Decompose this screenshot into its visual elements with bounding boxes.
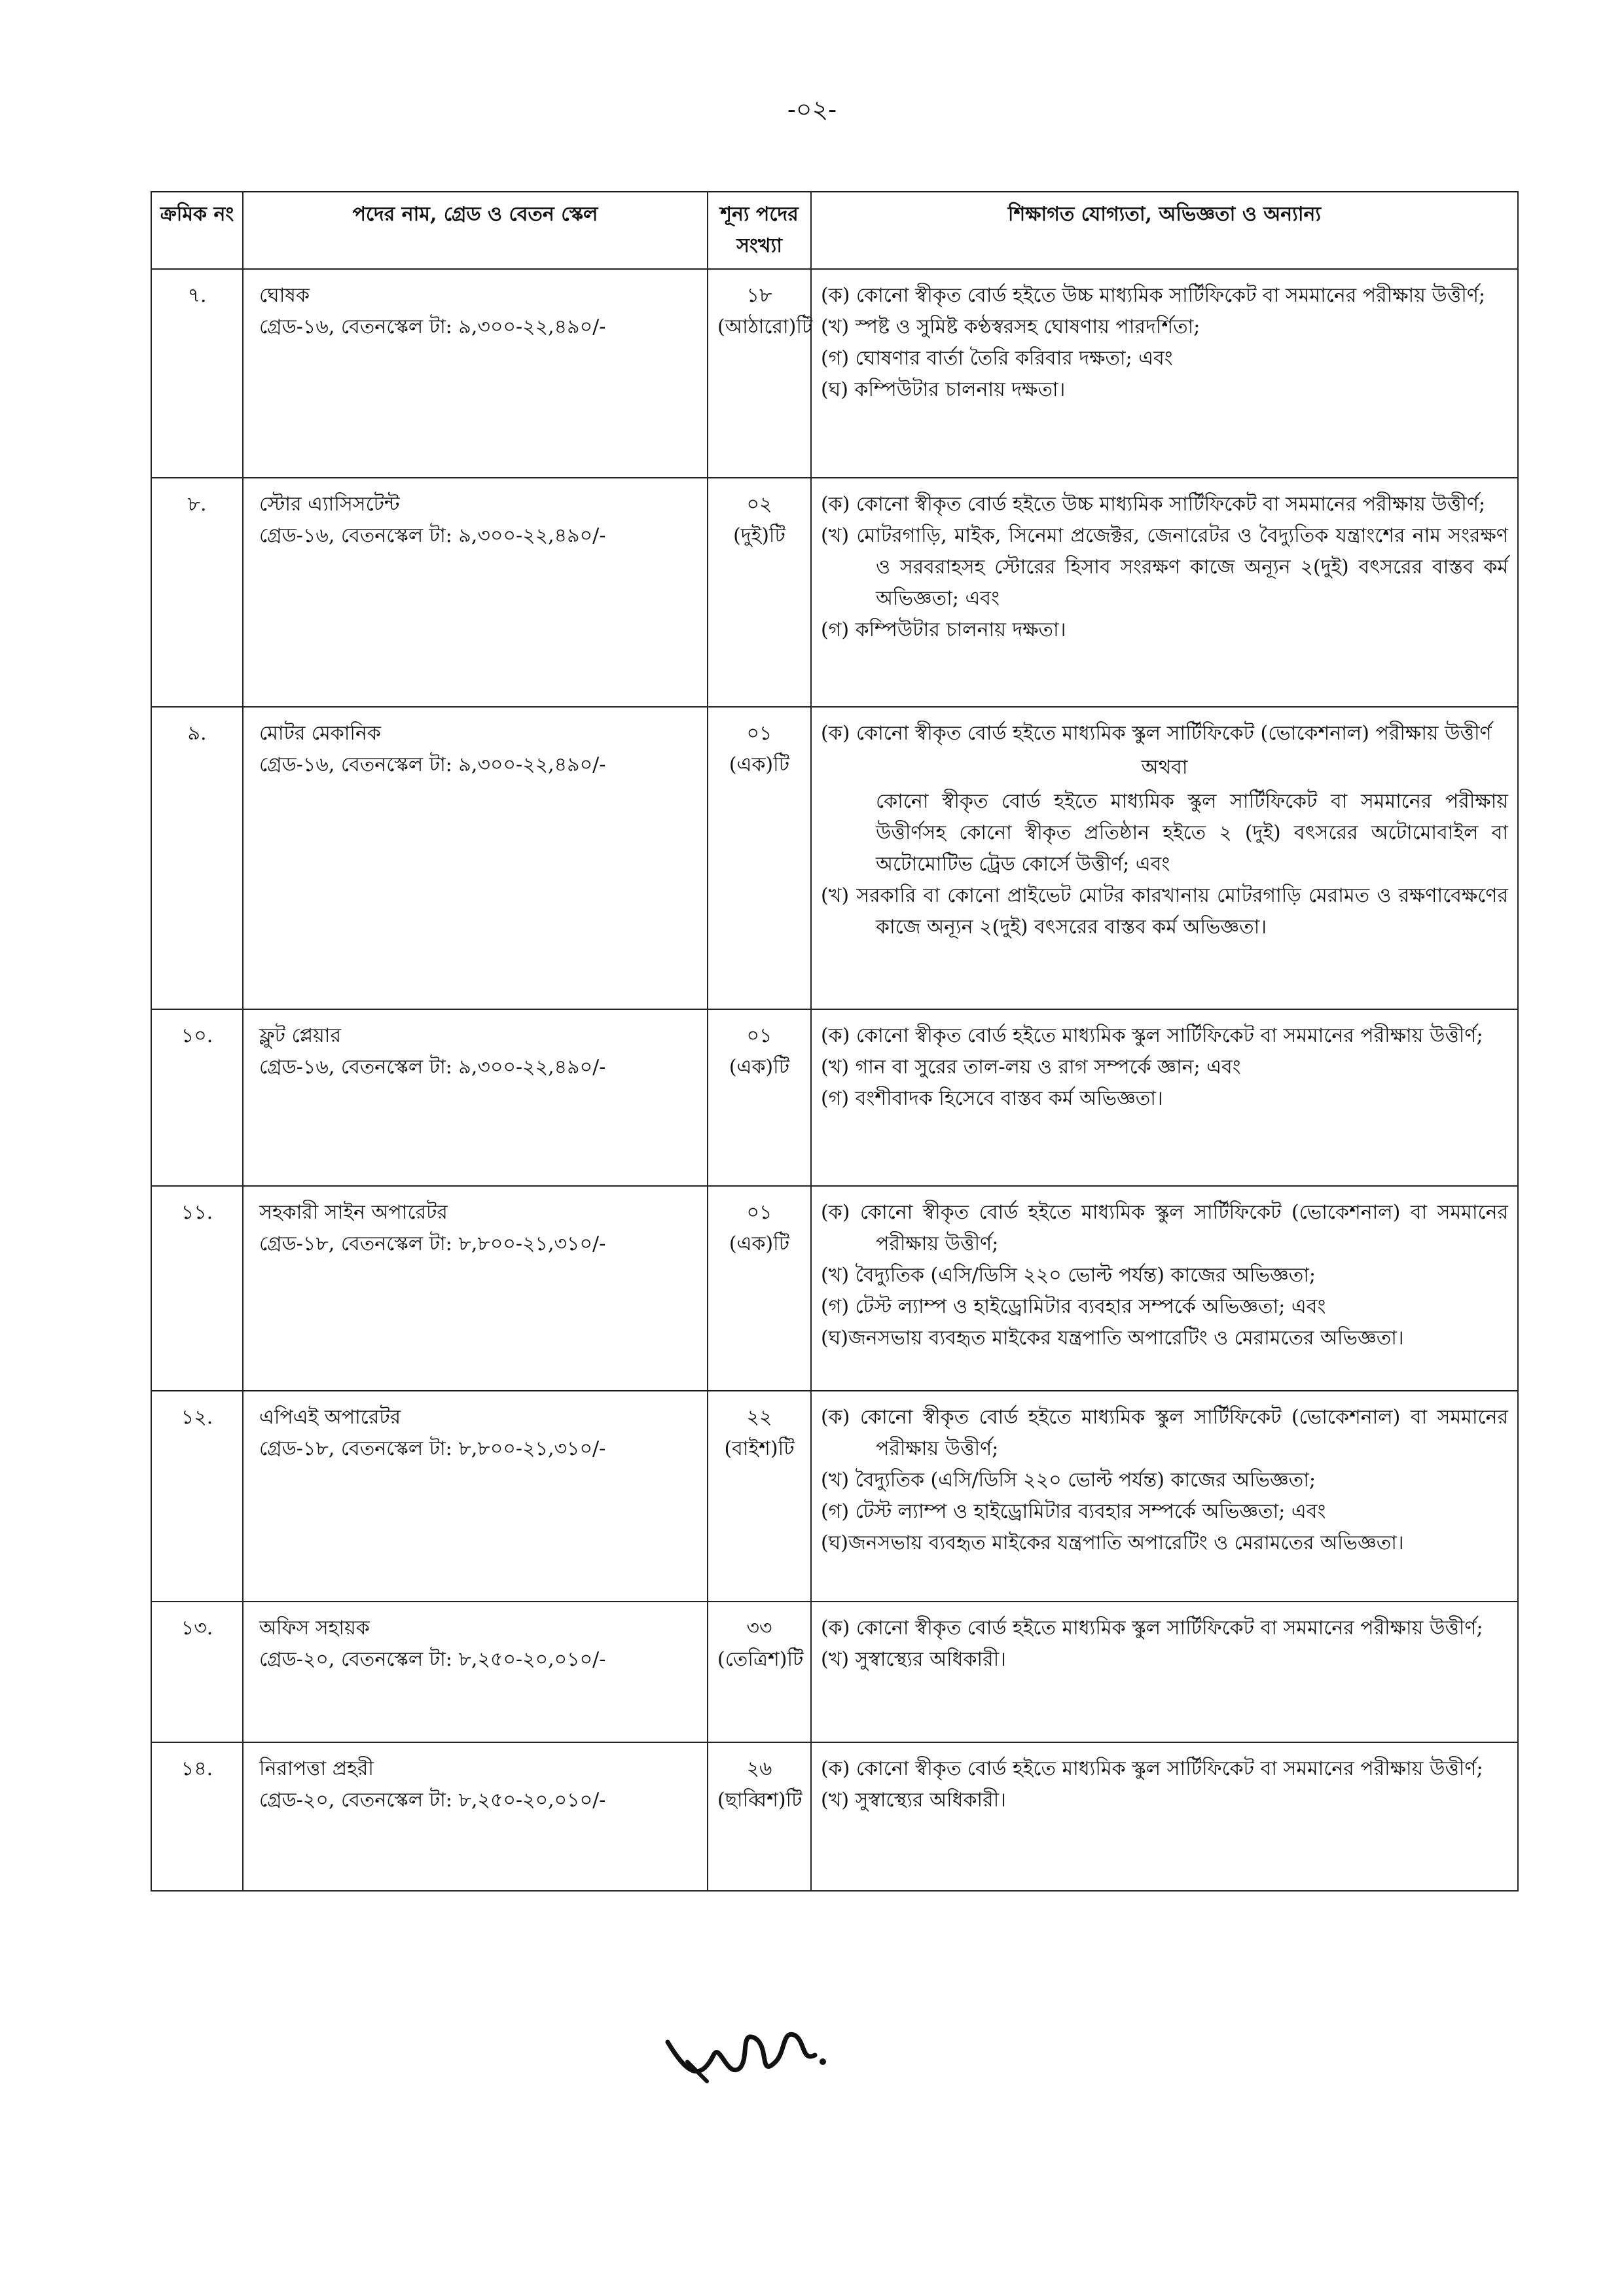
qualification-item: (গ) টেস্ট ল্যাম্প ও হাইড্রোমিটার ব্যবহার সম্পর্কে অভিজ্ঞতা; এবং <box>821 1500 1326 1523</box>
post-cell <box>243 1742 708 1891</box>
qualification-item: (ক) কোনো স্বীকৃত বোর্ড হইতে মাধ্যমিক স্কুল সার্টিফিকেট (ভোকেশনাল) বা সমমানের পরীক্ষায় উত্তীর্ণ; <box>821 1406 1508 1460</box>
qualification-cell <box>811 1186 1518 1391</box>
table-header-row <box>151 192 1518 269</box>
vacancy-cell <box>708 1391 811 1602</box>
post-cell <box>243 1602 708 1742</box>
vacancy-words: (এক)টি <box>729 1056 790 1079</box>
vacancy-number: ০১ <box>746 1201 772 1224</box>
post-name: ঘোষক <box>259 284 310 307</box>
vacancy-words: (ছাব্বিশ)টি <box>717 1789 803 1812</box>
qualification-item: (খ) বৈদ্যুতিক (এসি/ডিসি ২২০ ভোল্ট পর্যন্ত) কাজের অভিজ্ঞতা; <box>821 1264 1316 1287</box>
post-name: অফিস সহায়ক <box>259 1617 370 1640</box>
post-grade: গ্রেড-১৬, বেতনস্কেল টা: ৯,৩০০-২২,৪৯০/- <box>259 315 606 338</box>
qualification-item: (ক) কোনো স্বীকৃত বোর্ড হইতে উচ্চ মাধ্যমিক সার্টিফিকেট বা সমমানের পরীক্ষায় উত্তীর্ণ; <box>821 493 1486 516</box>
vacancy-number: ০১ <box>746 722 772 745</box>
page-number: -০২- <box>787 95 837 124</box>
vacancy-words: (এক)টি <box>729 753 790 776</box>
qualification-item: (গ) টেস্ট ল্যাম্প ও হাইড্রোমিটার ব্যবহার সম্পর্কে অভিজ্ঞতা; এবং <box>821 1295 1326 1318</box>
vacancy-cell <box>708 707 811 1009</box>
post-grade: গ্রেড-১৮, বেতনস্কেল টা: ৮,৮০০-২১,৩১০/- <box>259 1437 606 1460</box>
vacancy-number: ০১ <box>746 1024 772 1047</box>
vacancy-cell <box>708 1186 811 1391</box>
table-row <box>151 1009 1518 1186</box>
header-serial: ক্রমিক নং <box>151 192 243 269</box>
table-row <box>151 269 1518 478</box>
vacancy-cell <box>708 1602 811 1742</box>
serial-cell: ৮. <box>151 478 243 707</box>
qualification-item: (গ) বংশীবাদক হিসেবে বাস্তব কর্ম অভিজ্ঞতা। <box>821 1087 1163 1110</box>
post-cell <box>243 269 708 478</box>
header-post: পদের নাম, গ্রেড ও বেতন স্কেল <box>243 192 708 269</box>
qualification-item: (ঘ) কম্পিউটার চালনায় দক্ষতা। <box>821 378 1066 401</box>
vacancy-words: (এক)টি <box>729 1232 790 1255</box>
post-name: ফ্লুট প্লেয়ার <box>259 1024 342 1047</box>
qualification-item: (গ) কম্পিউটার চালনায় দক্ষতা। <box>821 619 1066 641</box>
post-grade: গ্রেড-১৬, বেতনস্কেল টা: ৯,৩০০-২২,৪৯০/- <box>259 1056 606 1079</box>
table-row <box>151 1186 1518 1391</box>
vacancy-cell <box>708 1009 811 1186</box>
vacancy-number: ১৮ <box>746 284 772 307</box>
header-qualification: শিক্ষাগত যোগ্যতা, অভিজ্ঞতা ও অন্যান্য <box>811 192 1518 269</box>
qualification-cell <box>811 269 1518 478</box>
qualification-item: (খ) সুস্বাস্থ্যের অধিকারী। <box>821 1648 1006 1671</box>
table-row <box>151 1602 1518 1742</box>
or-separator: অথবা <box>1141 756 1188 779</box>
qualification-item: (গ) ঘোষণার বার্তা তৈরি করিবার দক্ষতা; এবং <box>821 347 1173 370</box>
serial-cell: ১৪. <box>151 1742 243 1891</box>
vacancy-words: (বাইশ)টি <box>724 1437 795 1460</box>
serial-cell: ১৩. <box>151 1602 243 1742</box>
qualification-item: (ঘ)জনসভায় ব্যবহৃত মাইকের যন্ত্রপাতি অপারেটিং ও মেরামতের অভিজ্ঞতা। <box>821 1532 1404 1554</box>
vacancy-number: ২২ <box>746 1406 772 1429</box>
table-row <box>151 707 1518 1009</box>
serial-cell: ১১. <box>151 1186 243 1391</box>
vacancy-words: (আঠারো)টি <box>717 315 813 338</box>
qualification-item: (খ) বৈদ্যুতিক (এসি/ডিসি ২২০ ভোল্ট পর্যন্ত) কাজের অভিজ্ঞতা; <box>821 1469 1316 1492</box>
qualification-item: (ক) কোনো স্বীকৃত বোর্ড হইতে মাধ্যমিক স্কুল সার্টিফিকেট বা সমমানের পরীক্ষায় উত্তীর্ণ; <box>821 1757 1483 1780</box>
serial-cell: ৯. <box>151 707 243 1009</box>
post-grade: গ্রেড-২০, বেতনস্কেল টা: ৮,২৫০-২০,০১০/- <box>259 1789 606 1812</box>
table-row <box>151 1742 1518 1891</box>
qualification-alternative: কোনো স্বীকৃত বোর্ড হইতে মাধ্যমিক স্কুল সার্টিফিকেট বা সমমানের পরীক্ষায় উত্তীর্ণসহ কোনো স্বীকৃত প্রতিষ্ঠান হইতে ২ (দুই) বৎসরের অটোমোবাইল বা অটোমোটিভ ট্রেড কোর্সে উত্তীর্ণ; এবং <box>876 790 1508 876</box>
qualification-item: (ক) কোনো স্বীকৃত বোর্ড হইতে মাধ্যমিক স্কুল সার্টিফিকেট বা সমমানের পরীক্ষায় উত্তীর্ণ; <box>821 1024 1483 1047</box>
qualification-cell <box>811 1742 1518 1891</box>
header-vacancy: শূন্য পদের সংখ্যা <box>708 192 811 269</box>
vacancy-number: ২৬ <box>746 1757 772 1780</box>
post-cell <box>243 1186 708 1391</box>
vacancy-number: ৩৩ <box>746 1617 772 1640</box>
handwritten-signature <box>661 2016 831 2088</box>
post-name: মোটর মেকানিক <box>259 722 381 745</box>
qualification-cell <box>811 707 1518 1009</box>
qualification-cell <box>811 1602 1518 1742</box>
vacancy-words: (তেত্রিশ)টি <box>717 1648 804 1671</box>
post-cell <box>243 1391 708 1602</box>
vacancy-cell <box>708 269 811 478</box>
post-cell <box>243 478 708 707</box>
qualification-item: (ক) কোনো স্বীকৃত বোর্ড হইতে মাধ্যমিক স্কুল সার্টিফিকেট (ভোকেশনাল) পরীক্ষায় উত্তীর্ণ <box>821 722 1492 745</box>
vacancy-words: (দুই)টি <box>733 524 785 547</box>
post-grade: গ্রেড-১৮, বেতনস্কেল টা: ৮,৮০০-২১,৩১০/- <box>259 1232 606 1255</box>
qualification-cell <box>811 478 1518 707</box>
serial-cell: ১২. <box>151 1391 243 1602</box>
qualification-item: (ক) কোনো স্বীকৃত বোর্ড হইতে মাধ্যমিক স্কুল সার্টিফিকেট (ভোকেশনাল) বা সমমানের পরীক্ষায় উত্তীর্ণ; <box>821 1201 1508 1255</box>
qualification-item: (খ) সুস্বাস্থ্যের অধিকারী। <box>821 1789 1006 1812</box>
post-grade: গ্রেড-১৬, বেতনস্কেল টা: ৯,৩০০-২২,৪৯০/- <box>259 524 606 547</box>
post-name: নিরাপত্তা প্রহরী <box>259 1757 374 1780</box>
post-grade: গ্রেড-১৬, বেতনস্কেল টা: ৯,৩০০-২২,৪৯০/- <box>259 753 606 776</box>
vacancy-number: ০২ <box>746 493 772 516</box>
post-name: সহকারী সাইন অপারেটর <box>259 1201 448 1224</box>
post-cell <box>243 707 708 1009</box>
qualification-item: (ক) কোনো স্বীকৃত বোর্ড হইতে উচ্চ মাধ্যমিক সার্টিফিকেট বা সমমানের পরীক্ষায় উত্তীর্ণ; <box>821 284 1486 307</box>
qualification-item: (ক) কোনো স্বীকৃত বোর্ড হইতে মাধ্যমিক স্কুল সার্টিফিকেট বা সমমানের পরীক্ষায় উত্তীর্ণ; <box>821 1617 1483 1640</box>
qualification-cell <box>811 1009 1518 1186</box>
qualification-item: (খ) গান বা সুরের তাল-লয় ও রাগ সম্পর্কে জ্ঞান; এবং <box>821 1056 1241 1079</box>
post-cell <box>243 1009 708 1186</box>
post-name: স্টোর এ্যাসিসটেন্ট <box>259 493 400 516</box>
serial-cell: ১০. <box>151 1009 243 1186</box>
qualification-item: (খ) সরকারি বা কোনো প্রাইভেট মোটর কারখানায় মোটরগাড়ি মেরামত ও রক্ষণাবেক্ষণের কাজে অন্যূন ২(দুই) বৎসরের বাস্তব কর্ম অভিজ্ঞতা। <box>821 884 1508 939</box>
qualification-item: (খ) মোটরগাড়ি, মাইক, সিনেমা প্রজেক্টর, জেনারেটর ও বৈদ্যুতিক যন্ত্রাংশের নাম সংরক্ষণ ও সরবরাহসহ স্টোরের হিসাব সংরক্ষণ কাজে অন্যূন ২(দুই) বৎসরের বাস্তব কর্ম অভিজ্ঞতা; এবং <box>821 524 1508 610</box>
table-row <box>151 1391 1518 1602</box>
table-row <box>151 478 1518 707</box>
serial-cell: ৭. <box>151 269 243 478</box>
post-grade: গ্রেড-২০, বেতনস্কেল টা: ৮,২৫০-২০,০১০/- <box>259 1648 606 1671</box>
qualification-item: (ঘ)জনসভায় ব্যবহৃত মাইকের যন্ত্রপাতি অপারেটিং ও মেরামতের অভিজ্ঞতা। <box>821 1327 1404 1350</box>
qualification-item: (খ) স্পষ্ট ও সুমিষ্ট কণ্ঠস্বরসহ ঘোষণায় পারদর্শিতা; <box>821 315 1200 338</box>
post-name: এপিএই অপারেটর <box>259 1406 401 1429</box>
recruitment-table <box>151 191 1519 1892</box>
vacancy-cell <box>708 478 811 707</box>
vacancy-cell <box>708 1742 811 1891</box>
qualification-cell <box>811 1391 1518 1602</box>
